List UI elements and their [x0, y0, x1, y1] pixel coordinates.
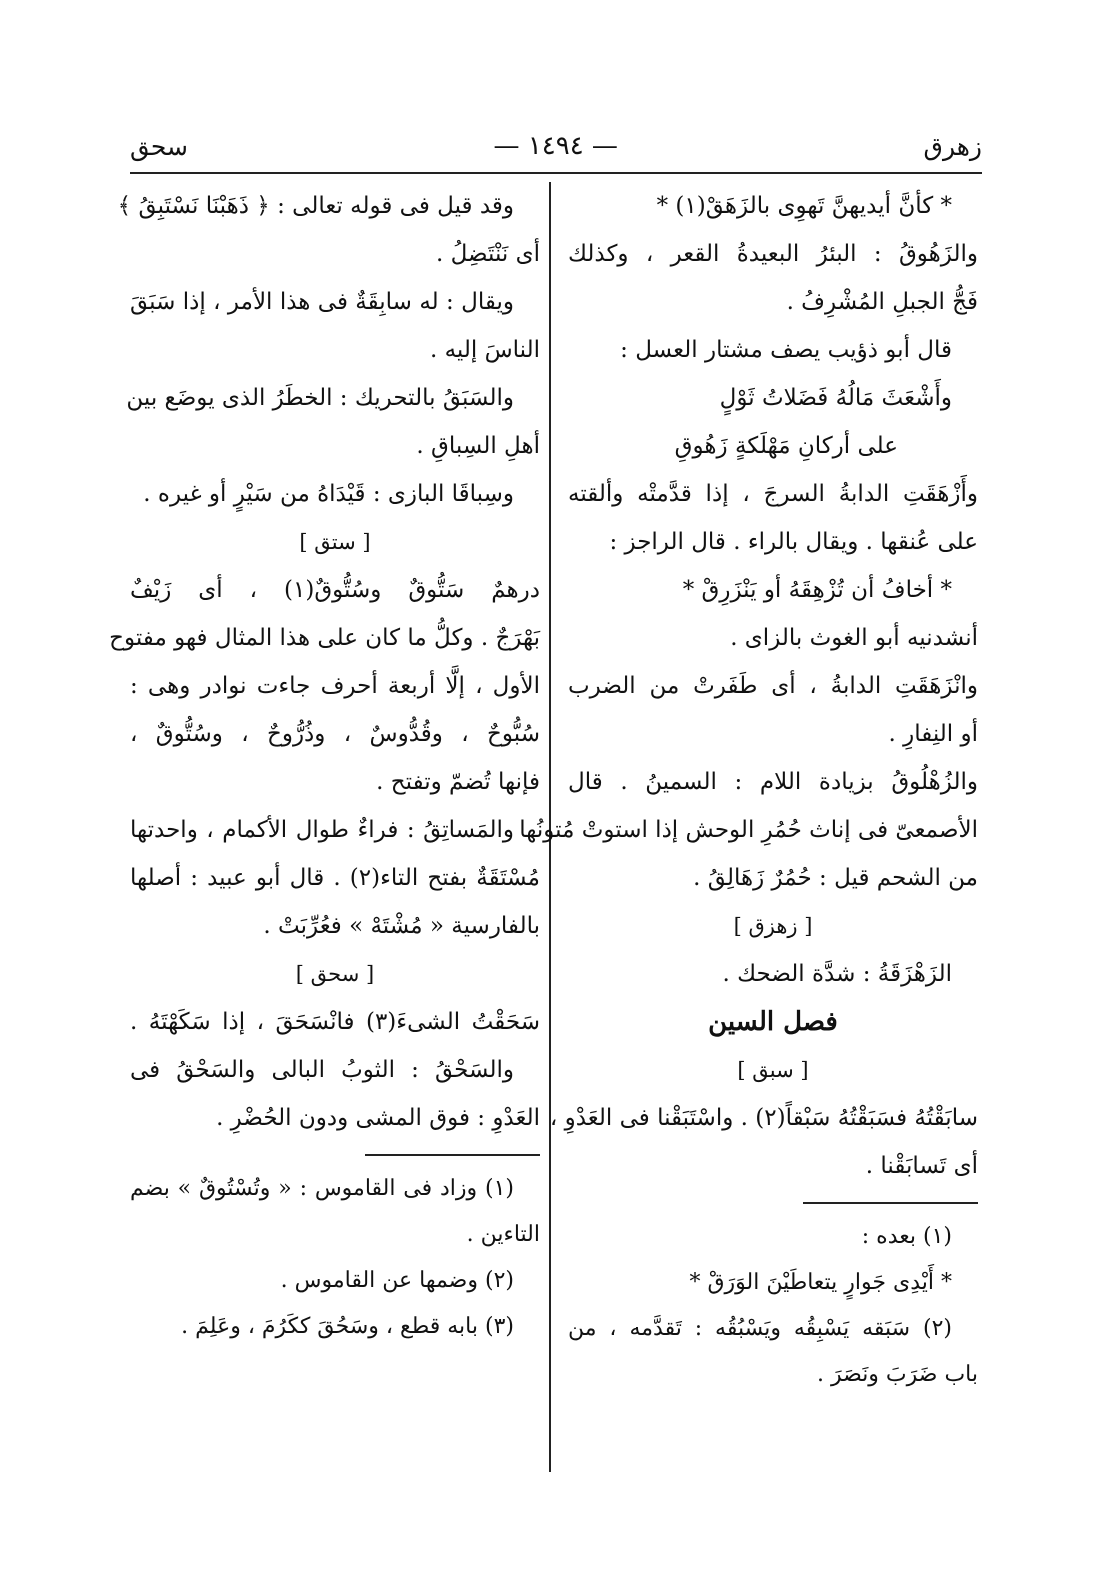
- page-header: [130, 128, 982, 164]
- text-line: قال أبو ذؤيب يصف مشتار العسل :: [620, 337, 952, 363]
- right-footnote-separator: [803, 1202, 978, 1204]
- text-line: [ سحق ]: [295, 962, 375, 986]
- text-line: مُسْتَقَةٌ بفتح التاء(٢) . قال أبو عبيد : أصلها: [130, 865, 540, 891]
- text-line: فصل السين: [708, 1007, 838, 1037]
- text-line: من الشحم قيل : حُمُرٌ زَهَالِقُ .: [693, 865, 978, 891]
- header-left-word: سحق: [130, 131, 188, 161]
- text-line: ويقال : له سابِقَةٌ فى هذا الأمر ، إذا سَبَقَ: [130, 289, 514, 315]
- text-line: وأَشْعَثَ مَالُهُ فَضَلاتُ ثَوْلٍ: [719, 385, 952, 411]
- text-line: * كأنَّ أيديهنَّ تَهوِى بالزَهَقْ(١) *: [656, 193, 952, 219]
- text-line: والسَبَقُ بالتحريك : الخطَرُ الذى يوضَع بين: [126, 385, 514, 411]
- text-line: على أركانِ مَهْلَكةٍ زَهُوقِ: [674, 433, 898, 459]
- right-column: [519, 182, 978, 1398]
- footnote-line: * أَيْدِى جَوارٍ يتعاطَيْنَ الوَرَقْ *: [689, 1270, 952, 1295]
- text-line: الأصمعىّ فى إناث حُمُرِ الوحش إذا استوتْ مُتونُها: [519, 817, 978, 843]
- text-line: سابَقْتُهُ فسَبَقْتُهُ سَبْقاً(٢) . واسْتَبَقْنا فى العَدْوِ ،: [549, 1105, 978, 1131]
- text-line: العَدْوِ : فوق المشى ودون الحُضْرِ .: [216, 1105, 540, 1131]
- text-line: فإنها تُضمّ وتفتح .: [376, 769, 540, 795]
- footnote-line: باب ضَرَبَ ونَصَرَ .: [816, 1362, 978, 1387]
- text-line: الأول ، إلَّا أربعة أحرف جاءت نوادر وهى :: [130, 673, 540, 699]
- footnote-line: (٣) بابه قطع ، وسَحُقَ ككَرُمَ ، وعَلِمَ .: [181, 1314, 514, 1339]
- text-line: الزَهْزَقَةُ : شدَّة الضحك .: [722, 961, 952, 987]
- text-line: أى تَسابَقْنا .: [865, 1153, 978, 1179]
- text-line: والسَحْقُ : الثوبُ البالى والسَحْقُ فى: [130, 1057, 514, 1083]
- text-line: وسِباقَا البازى : قَيْدَاهُ من سَيْرٍ أو غيره .: [143, 481, 514, 507]
- text-line: درهمٌ سَتُّوقٌ وسُتُّوقٌ(١) ، أى زَيْفٌ: [130, 577, 540, 603]
- text-line: [ ستق ]: [299, 530, 371, 554]
- footnote-line: (١) وزاد فى القاموس : « وتُسْتُوقٌ » بضم: [130, 1176, 514, 1201]
- text-line: سُبُّوحٌ ، وقُدُّوسٌ ، وذُرُّوحٌ ، وسُتُّوقٌ ،: [130, 721, 540, 747]
- footnote-line: (٢) وضمها عن القاموس .: [280, 1268, 514, 1293]
- text-line: بَهْرَجٌ . وكلُّ ما كان على هذا المثال فهو مفتوح: [109, 625, 540, 651]
- left-column: [109, 182, 540, 1350]
- footnote-line: (٢) سَبَقه يَسْبِقُه ويَسْبُقُه : تَقدَّمه ، من: [568, 1316, 952, 1341]
- text-line: أى نَنْتَضِلُ .: [436, 241, 540, 267]
- header-right-word: زهرق: [923, 131, 982, 161]
- page-number: — ١٤٩٤ —: [493, 131, 618, 161]
- text-line: أنشدنيه أبو الغوث بالزاى .: [730, 625, 978, 651]
- text-line: وانْزَهَقَتِ الدابةُ ، أى طَفَرتْ من الضرب: [568, 673, 978, 699]
- text-line: والزُهْلُوقُ بزيادة اللام : السمينُ . قال: [568, 769, 978, 795]
- text-line: والزَهُوقُ : البئرُ البعيدةُ القعر ، وكذلك: [568, 241, 978, 267]
- text-line: وقد قيل فى قوله تعالى : ﴿ ذَهَبْنَا نَسْتَبِقُ ﴾: [117, 193, 514, 219]
- text-line: والمَساتِقُ : فراءٌ طوال الأكمام ، واحدتها: [130, 817, 514, 843]
- left-column-footnotes: [130, 1166, 540, 1350]
- left-column-body: [109, 182, 540, 1142]
- text-line: بالفارسية « مُشْتَهْ » فعُرِّبَتْ .: [263, 913, 540, 939]
- footnote-line: (١) بعده :: [861, 1224, 952, 1249]
- text-line: * أخافُ أن تُزْهِقَهُ أو يَنْزَرِقْ *: [682, 577, 952, 603]
- header-rule: [130, 172, 982, 174]
- text-line: فَجُّ الجبلِ المُشْرِفُ .: [786, 289, 978, 315]
- text-line: على عُنقها . ويقال بالراء . قال الراجز :: [609, 529, 978, 555]
- footnote-line: التاءين .: [466, 1222, 540, 1247]
- text-line: أو النِفارِ .: [888, 721, 978, 747]
- text-line: الناسَ إليه .: [429, 337, 540, 363]
- text-line: سَحَقْتُ الشىءَ(٣) فانْسَحَقَ ، إذا سَكَهْتَهُ .: [130, 1009, 540, 1035]
- right-column-footnotes: [568, 1214, 978, 1398]
- text-line: أهلِ السِباقِ .: [416, 433, 540, 459]
- text-line: وأَزْهَقَتِ الدابةُ السرجَ ، إذا قدَّمتْه وألقته: [568, 481, 978, 507]
- right-column-body: [519, 182, 978, 1190]
- left-footnote-separator: [365, 1154, 540, 1156]
- text-line: [ زهزق ]: [733, 914, 813, 938]
- text-line: [ سبق ]: [737, 1058, 809, 1082]
